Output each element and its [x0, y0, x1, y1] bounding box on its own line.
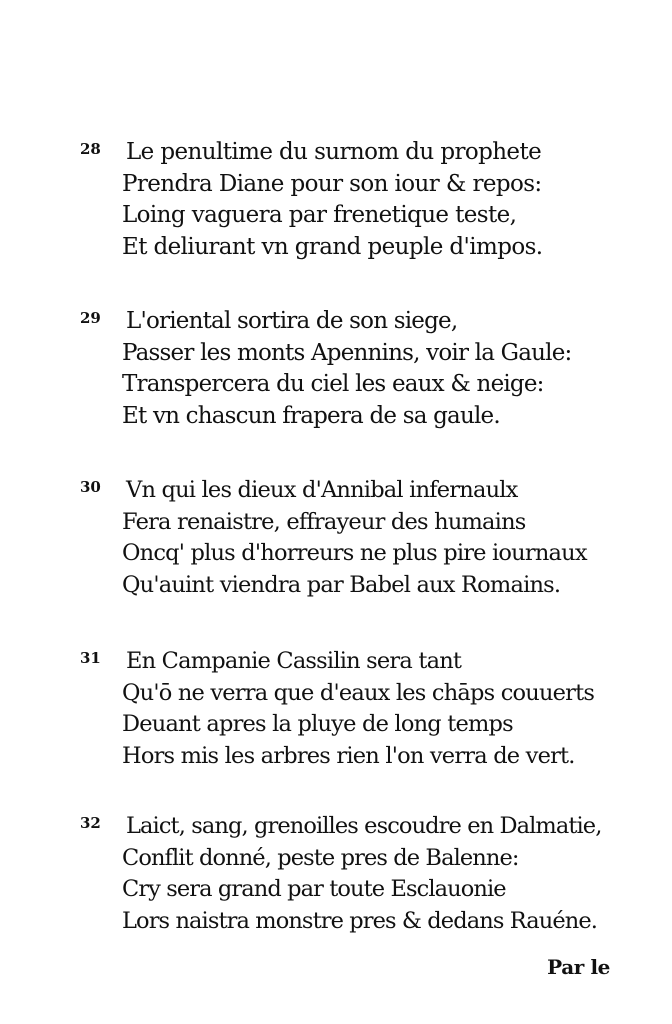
- quatrain-30: [72, 475, 662, 601]
- verse-line: Prendra Diane pour son iour & repos:: [122, 170, 542, 197]
- verse-text: En Campanie Cassilin sera tant: [126, 648, 462, 674]
- verse-line: Cry sera grand par toute Esclauonie: [122, 876, 506, 902]
- verse-line: [72, 137, 662, 169]
- verse-line: Qu'auint viendra par Babel aux Romains.: [122, 571, 561, 598]
- verse-line: Et vn chascun frapera de sa gaule.: [122, 402, 500, 429]
- quatrain-29: [72, 306, 662, 432]
- quatrain-28: [72, 137, 662, 263]
- catchword: Par le: [547, 955, 610, 979]
- verse-line: [72, 306, 662, 338]
- verse-line: [72, 646, 662, 678]
- verse-line: Transpercera du ciel les eaux & neige:: [122, 371, 544, 397]
- verse-line: Oncq' plus d'horreurs ne plus pire iournaux: [122, 540, 587, 566]
- verse-line: [72, 811, 662, 843]
- quatrain-number: 28: [80, 140, 101, 158]
- verse-line: Lors naistra monstre pres & dedans Rauéne.: [122, 907, 598, 934]
- verse-text: Le penultime du surnom du prophete: [126, 139, 542, 165]
- verse-line: [72, 475, 662, 507]
- verse-text: Laict, sang, grenoilles escoudre en Dalmatie,: [126, 813, 602, 839]
- verse-line: Passer les monts Apennins, voir la Gaule:: [122, 339, 572, 366]
- quatrain-32: [72, 811, 662, 937]
- quatrain-number: 31: [80, 649, 101, 667]
- verse-text: L'oriental sortira de son siege,: [126, 308, 458, 334]
- quatrain-number: 32: [80, 814, 101, 832]
- verse-line: Hors mis les arbres rien l'on verra de vert.: [122, 742, 575, 769]
- verse-line: Loing vaguera par frenetique teste,: [122, 202, 517, 228]
- quatrain-number: 30: [80, 478, 101, 496]
- verse-line: Fera renaistre, effrayeur des humains: [122, 508, 526, 535]
- verse-text: Vn qui les dieux d'Annibal infernaulx: [126, 477, 518, 503]
- verse-line: Conflit donné, peste pres de Balenne:: [122, 844, 519, 871]
- quatrain-31: [72, 646, 662, 772]
- verse-line: Deuant apres la pluye de long temps: [122, 711, 513, 737]
- quatrain-number: 29: [80, 309, 101, 327]
- verse-line: Qu'ō ne verra que d'eaux les chāps couuerts: [122, 679, 595, 706]
- verse-line: Et deliurant vn grand peuple d'impos.: [122, 233, 543, 260]
